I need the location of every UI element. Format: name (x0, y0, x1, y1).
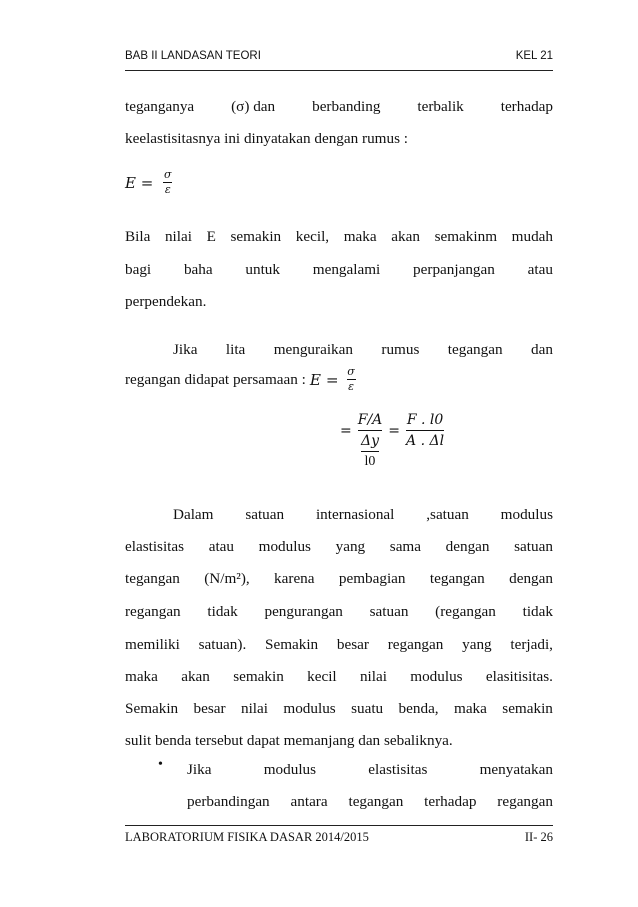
word: nilai (240, 700, 268, 717)
fraction-denominator: ε (348, 380, 354, 393)
word: perpanjangan (413, 261, 495, 278)
word: sama (389, 538, 421, 555)
text-line (125, 228, 553, 246)
word: satuan (514, 538, 553, 555)
word: yang (462, 636, 492, 653)
word: karena (274, 570, 315, 587)
word: dengan (509, 570, 553, 587)
fraction (163, 169, 172, 196)
word: Jika (187, 761, 212, 778)
word: satuan). (198, 636, 247, 653)
word: E (206, 228, 216, 245)
text-line (125, 261, 553, 279)
header-group: KEL 21 (515, 50, 553, 62)
fraction-bar (406, 430, 444, 431)
word: terhadap (500, 98, 553, 115)
word: regangan (497, 793, 553, 810)
text-line (125, 570, 553, 588)
word: ,satuan (426, 506, 469, 523)
equation-expanded (340, 412, 444, 478)
word: maka (454, 700, 487, 717)
word: untuk (245, 261, 280, 278)
word: menyatakan (479, 761, 553, 778)
fraction-bar (361, 451, 379, 452)
text-line (173, 506, 553, 524)
fraction (347, 366, 356, 393)
word: kecil, (295, 228, 330, 245)
word: Semakin (125, 700, 179, 717)
word: terjadi, (510, 636, 553, 653)
word: tidak (522, 603, 553, 620)
word: Semakin (265, 636, 319, 653)
fraction (406, 412, 444, 449)
text-line: sulit benda tersebut dapat memanjang dan sebaliknya. (125, 732, 453, 749)
bullet-icon: • (158, 757, 163, 772)
text-line (125, 538, 553, 556)
word: kecil (307, 668, 337, 685)
page-number: II- 26 (524, 830, 553, 844)
header-rule (125, 70, 553, 71)
word: besar (336, 636, 369, 653)
word: besar (193, 700, 226, 717)
fraction-denominator: l0 (364, 454, 376, 469)
inner-fraction (361, 433, 379, 470)
word: modulus (410, 668, 463, 685)
word: akan (181, 668, 210, 685)
footer-rule (125, 825, 553, 826)
word: pengurangan (264, 603, 343, 620)
word: rumus (381, 341, 420, 358)
text-line (125, 98, 553, 116)
fraction-numerator: F . l0 (406, 412, 444, 428)
word: tegangan (447, 341, 503, 358)
fraction-denominator: ε (164, 183, 171, 196)
text-line: perpendekan. (125, 293, 207, 310)
word: modulus (283, 700, 336, 717)
text-line (125, 668, 553, 686)
word: mengalami (312, 261, 381, 278)
word: atau (527, 261, 553, 278)
bullet-line (187, 761, 553, 779)
fraction-bar (358, 430, 383, 431)
word: maka (343, 228, 377, 245)
equation-young-modulus (125, 169, 172, 196)
text-line (173, 341, 553, 359)
word: semakin (230, 228, 282, 245)
word: elasitisitas. (485, 668, 553, 685)
word: semakin (233, 668, 284, 685)
word: (N/m²), (204, 570, 250, 587)
line-text: regangan didapat persamaan : (125, 370, 306, 388)
word: Jika (173, 341, 198, 358)
equation-lhs: E = (125, 173, 154, 192)
word: regangan (125, 603, 181, 620)
fraction-numerator: Δy (360, 433, 380, 449)
page-header (125, 50, 553, 66)
word: maka (125, 668, 158, 685)
word: teganganya (125, 98, 195, 115)
fraction-numerator: F/A (357, 412, 383, 428)
word: elastisitas (125, 538, 185, 555)
text-line (125, 636, 553, 654)
compound-fraction (358, 412, 383, 470)
word: terhadap (424, 793, 477, 810)
word: tegangan (125, 570, 180, 587)
word: suatu (351, 700, 384, 717)
word: akan (391, 228, 420, 245)
fraction-numerator: σ (347, 365, 355, 378)
word: memiliki (125, 636, 180, 653)
word: bagi (125, 261, 152, 278)
text-line (125, 366, 553, 393)
word: perbandingan (187, 793, 270, 810)
word: elastisitas (368, 761, 428, 778)
word: atau (208, 538, 234, 555)
word: (regangan (435, 603, 496, 620)
word: tegangan (429, 570, 485, 587)
word: modulus (500, 506, 553, 523)
word: dengan (445, 538, 490, 555)
word: nilai (359, 668, 387, 685)
word: modulus (263, 761, 317, 778)
word: antara (290, 793, 328, 810)
equation-lhs: E = (309, 370, 339, 389)
word: semakinm (434, 228, 498, 245)
header-chapter: BAB II LANDASAN TEORI (125, 50, 261, 62)
word: tidak (207, 603, 238, 620)
word: benda, (398, 700, 439, 717)
text-line (125, 700, 553, 718)
word: satuan (369, 603, 409, 620)
word: terbalik (417, 98, 464, 115)
text-line (125, 603, 553, 621)
equals-sign: = (388, 423, 401, 439)
word: dan (531, 341, 553, 358)
word: mudah (511, 228, 553, 245)
word: internasional (315, 506, 395, 523)
word: Bila (125, 228, 151, 245)
word: semakin (502, 700, 553, 717)
fraction-numerator: σ (164, 168, 172, 181)
word: nilai (164, 228, 192, 245)
equals-sign: = (340, 423, 352, 439)
word: berbanding (312, 98, 381, 115)
footer-lab: LABORATORIUM FISIKA DASAR 2014/2015 (125, 830, 369, 844)
word: pembagian (338, 570, 406, 587)
word: baha (183, 261, 213, 278)
bullet-line (187, 793, 553, 811)
word: regangan (387, 636, 444, 653)
text-line: keelastisitasnya ini dinyatakan dengan rumus : (125, 130, 409, 147)
word: satuan (245, 506, 285, 523)
word: lita (225, 341, 246, 358)
word: (σ) dan (231, 98, 276, 115)
word: menguraikan (273, 341, 353, 358)
fraction-denominator: A . Δl (406, 433, 445, 449)
word: modulus (258, 538, 311, 555)
word: Dalam (173, 506, 214, 523)
word: yang (335, 538, 366, 555)
word: tegangan (348, 793, 404, 810)
